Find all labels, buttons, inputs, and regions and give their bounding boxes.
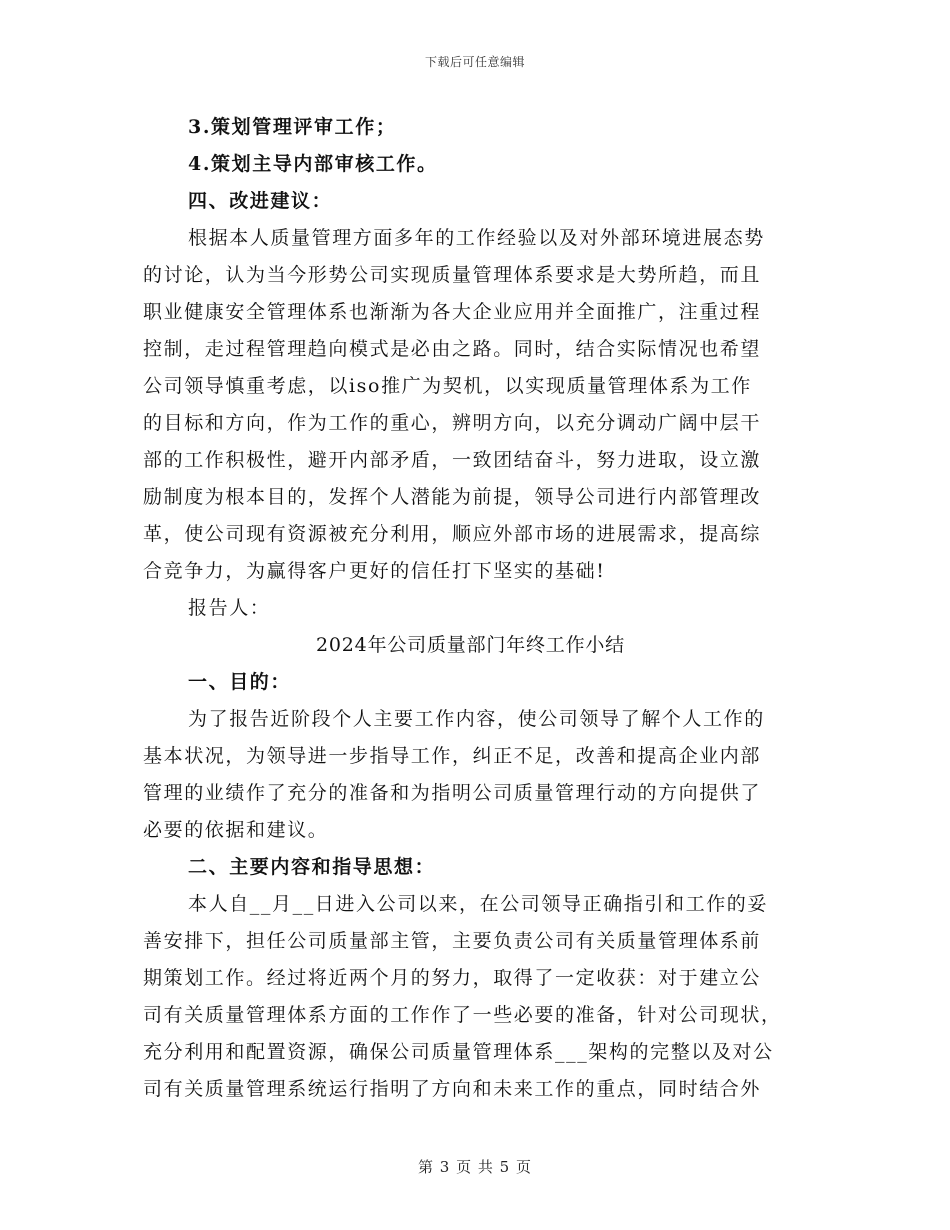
- text-line: 职业健康安全管理体系也渐渐为各大企业应用并全面推广，注重过程: [143, 301, 762, 323]
- text-line: 3.策划管理评审工作；: [188, 116, 397, 138]
- section-heading: 一、目的：: [188, 671, 292, 693]
- section-heading: 四、改进建议：: [188, 190, 333, 212]
- text-line: 4.策划主导内部审核工作。: [188, 153, 438, 175]
- text-line: 司有关质量管理体系方面的工作作了一些必要的准备，针对公司现状，: [143, 1004, 782, 1026]
- text-line: 必要的依据和建议。: [143, 819, 329, 841]
- text-line: 充分利用和配置资源，确保公司质量管理体系___架构的完整以及对公: [143, 1041, 774, 1063]
- header-note: 下载后可任意编辑: [424, 55, 525, 69]
- section-heading: 二、主要内容和指导思想：: [188, 856, 436, 878]
- text-line: 本人自__月__日进入公司以来，在公司领导正确指引和工作的妥: [188, 893, 769, 915]
- document-title: 2024年公司质量部门年终工作小结: [316, 634, 625, 656]
- text-line: 的讨论，认为当今形势公司实现质量管理体系要求是大势所趋，而且: [143, 264, 762, 286]
- text-line: 为了报告近阶段个人主要工作内容，使公司领导了解个人工作的: [188, 708, 765, 730]
- text-line: 革，使公司现有资源被充分利用，顺应外部市场的进展需求，提高综: [143, 523, 762, 545]
- text-line: 合竞争力，为赢得客户更好的信任打下坚实的基础!: [143, 560, 606, 582]
- text-line: 根据本人质量管理方面多年的工作经验以及对外部环境进展态势: [188, 227, 765, 249]
- text-line: 司有关质量管理系统运行指明了方向和未来工作的重点，同时结合外: [143, 1078, 762, 1100]
- reporter-line: 报告人：: [188, 597, 271, 619]
- text-line: 的目标和方向，作为工作的重心，辨明方向，以充分调动广阔中层干: [143, 412, 762, 434]
- text-line: 公司领导慎重考虑，以iso推广为契机，以实现质量管理体系为工作: [143, 375, 752, 397]
- text-line: 基本状况，为领导进一步指导工作，纠正不足，改善和提高企业内部: [143, 745, 762, 767]
- text-line: 管理的业绩作了充分的准备和为指明公司质量管理行动的方向提供了: [143, 782, 762, 804]
- text-line: 期策划工作。经过将近两个月的努力，取得了一定收获：对于建立公: [143, 967, 762, 989]
- text-line: 善安排下，担任公司质量部主管，主要负责公司有关质量管理体系前: [143, 930, 762, 952]
- text-line: 部的工作积极性，避开内部矛盾，一致团结奋斗，努力进取，设立激: [143, 449, 762, 471]
- document-body: [143, 112, 798, 1105]
- text-line: 励制度为根本目的，发挥个人潜能为前提，领导公司进行内部管理改: [143, 486, 762, 508]
- text-line: 控制，走过程管理趋向模式是必由之路。同时，结合实际情况也希望: [143, 338, 762, 360]
- page-number: 第 3 页 共 5 页: [418, 1158, 532, 1176]
